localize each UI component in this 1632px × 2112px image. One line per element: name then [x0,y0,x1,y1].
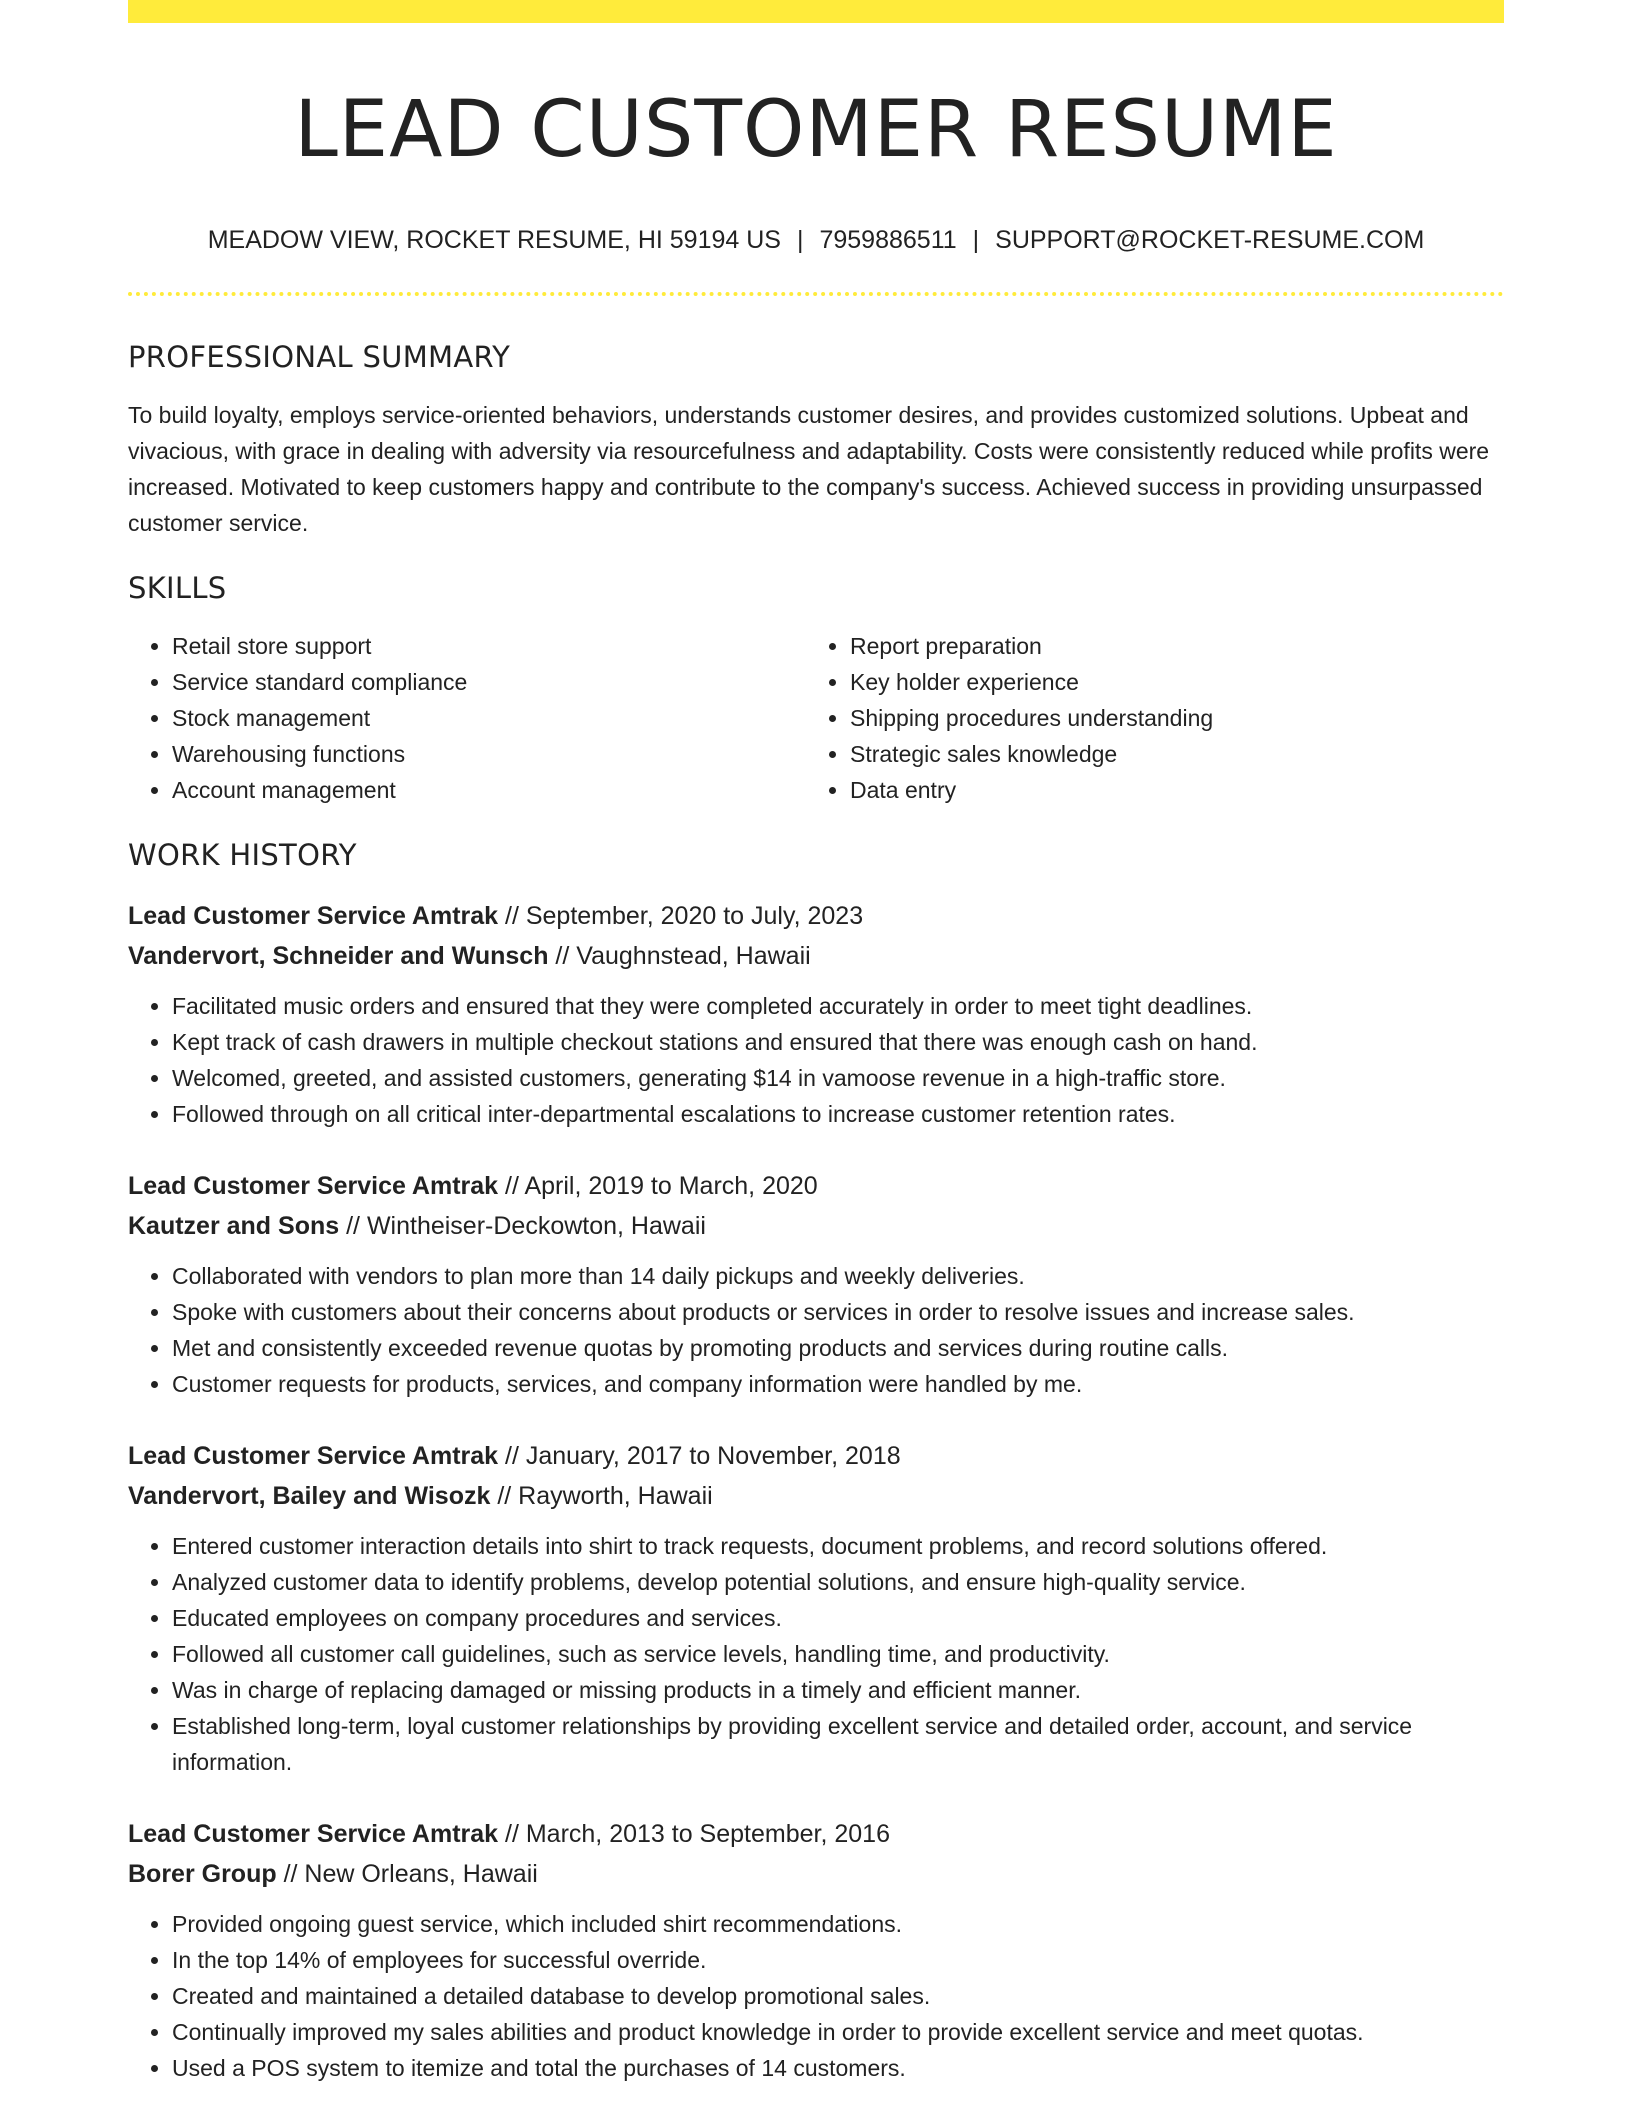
accent-top-bar [128,0,1504,23]
job-company: Vandervort, Schneider and Wunsch [128,942,549,971]
job-title: Lead Customer Service Amtrak [128,902,499,931]
skills-list-right [806,628,1484,808]
job-company-line [128,1206,1504,1246]
job-bullet: • Was in charge of replacing damaged or missing products in a timely and efficient manner. [172,1672,1504,1708]
job-title: Lead Customer Service Amtrak [128,1442,499,1471]
job-dates: // January, 2017 to November, 2018 [498,1442,901,1471]
job-bullet: • Kept track of cash drawers in multiple checkout stations and ensured that there was enough cash on hand. [172,1024,1504,1060]
job-bullet: • Educated employees on company procedures and services. [172,1600,1504,1636]
job-bullet-list [128,1906,1504,2086]
job-bullet: • Continually improved my sales abilities and product knowledge in order to provide excellent service and meet quotas. [172,2014,1504,2050]
job-company-line [128,1854,1504,1894]
job-company: Borer Group [128,1860,277,1889]
job-bullet: • Provided ongoing guest service, which included shirt recommendations. [172,1906,1504,1942]
skills-grid [128,628,1504,808]
job-bullet: • Analyzed customer data to identify problems, develop potential solutions, and ensure high-quality service. [172,1564,1504,1600]
job-bullet: • Established long-term, loyal customer relationships by providing excellent service and detailed order, account, and service information. [172,1708,1504,1780]
skill-item: • Retail store support [172,628,806,664]
job-title: Lead Customer Service Amtrak [128,1172,499,1201]
skill-item: • Account management [172,772,806,808]
contact-phone[interactable]: 7959886511 [819,225,957,254]
work-history-heading: WORK HISTORY [128,837,357,872]
contact-email[interactable]: SUPPORT@ROCKET-RESUME.COM [995,225,1425,254]
skill-item: • Key holder experience [850,664,1484,700]
job-company-line [128,936,1504,976]
job-bullet: • Created and maintained a detailed database to develop promotional sales. [172,1978,1504,2014]
job-dates: // April, 2019 to March, 2020 [498,1172,818,1201]
job-bullet: • Spoke with customers about their concerns about products or services in order to resolve issues and increase sales. [172,1294,1504,1330]
job-dates: // September, 2020 to July, 2023 [498,902,864,931]
job-location: // Vaughnstead, Hawaii [548,942,811,971]
skill-item: • Shipping procedures understanding [850,700,1484,736]
job-bullet-list [128,1528,1504,1780]
skills-list-left [128,628,806,808]
resume-page [128,0,1504,2086]
skill-item: • Strategic sales knowledge [850,736,1484,772]
job-title-line [128,1166,1504,1206]
job-bullet: • Customer requests for products, services, and company information were handled by me. [172,1366,1504,1402]
skill-item: • Report preparation [850,628,1484,664]
job-company: Kautzer and Sons [128,1212,340,1241]
job-bullet: • Used a POS system to itemize and total the purchases of 14 customers. [172,2050,1504,2086]
job-title-line [128,1436,1504,1476]
job-dates: // March, 2013 to September, 2016 [498,1820,890,1849]
job-bullet: • Welcomed, greeted, and assisted customers, generating $14 in vamoose revenue in a high-traffic store. [172,1060,1504,1096]
job-bullet: • Followed through on all critical inter-departmental escalations to increase customer retention rates. [172,1096,1504,1132]
skill-item: • Stock management [172,700,806,736]
job-bullet: • Met and consistently exceeded revenue quotas by promoting products and services during routine calls. [172,1330,1504,1366]
job-entry [128,1166,1504,1402]
job-location: // Wintheiser-Deckowton, Hawaii [339,1212,706,1241]
skill-item: • Data entry [850,772,1484,808]
job-title-line [128,1814,1504,1854]
skill-item: • Warehousing functions [172,736,806,772]
summary-heading: PROFESSIONAL SUMMARY [128,340,511,375]
job-location: // Rayworth, Hawaii [490,1482,713,1511]
job-entry [128,1436,1504,1780]
summary-text: To build loyalty, employs service-oriented behaviors, understands customer desires, and provides customized solutions. Upbeat and vivacious, with grace in dealing with adversity via resourcefulness and adaptability. Costs were consistently reduced while profits were increased. Motivated to keep customers happy and contribute to the company's success. Achieved success in providing unsurpassed customer service. [128,401,1490,536]
contact-separator: | [796,225,804,254]
resume-title: LEAD CUSTOMER RESUME [294,85,1338,175]
contact-address: MEADOW VIEW, ROCKET RESUME, HI 59194 US [207,225,781,254]
job-company-line [128,1476,1504,1516]
skill-item: • Service standard compliance [172,664,806,700]
dotted-divider [128,292,1504,296]
job-title-line [128,896,1504,936]
job-bullet-list [128,988,1504,1132]
job-bullet-list [128,1258,1504,1402]
job-bullet: • Entered customer interaction details into shirt to track requests, document problems, and record solutions offered. [172,1528,1504,1564]
job-bullet: • Followed all customer call guidelines, such as service levels, handling time, and productivity. [172,1636,1504,1672]
job-entry [128,1814,1504,2086]
job-company: Vandervort, Bailey and Wisozk [128,1482,491,1511]
job-bullet: • In the top 14% of employees for successful override. [172,1942,1504,1978]
contact-line [128,224,1504,257]
job-entry [128,896,1504,1132]
skills-heading: SKILLS [128,570,227,605]
contact-separator: | [972,225,980,254]
job-bullet: • Facilitated music orders and ensured that they were completed accurately in order to meet tight deadlines. [172,988,1504,1024]
job-bullet: • Collaborated with vendors to plan more than 14 daily pickups and weekly deliveries. [172,1258,1504,1294]
job-title: Lead Customer Service Amtrak [128,1820,499,1849]
work-history-list [128,896,1504,2086]
job-location: // New Orleans, Hawaii [276,1860,538,1889]
